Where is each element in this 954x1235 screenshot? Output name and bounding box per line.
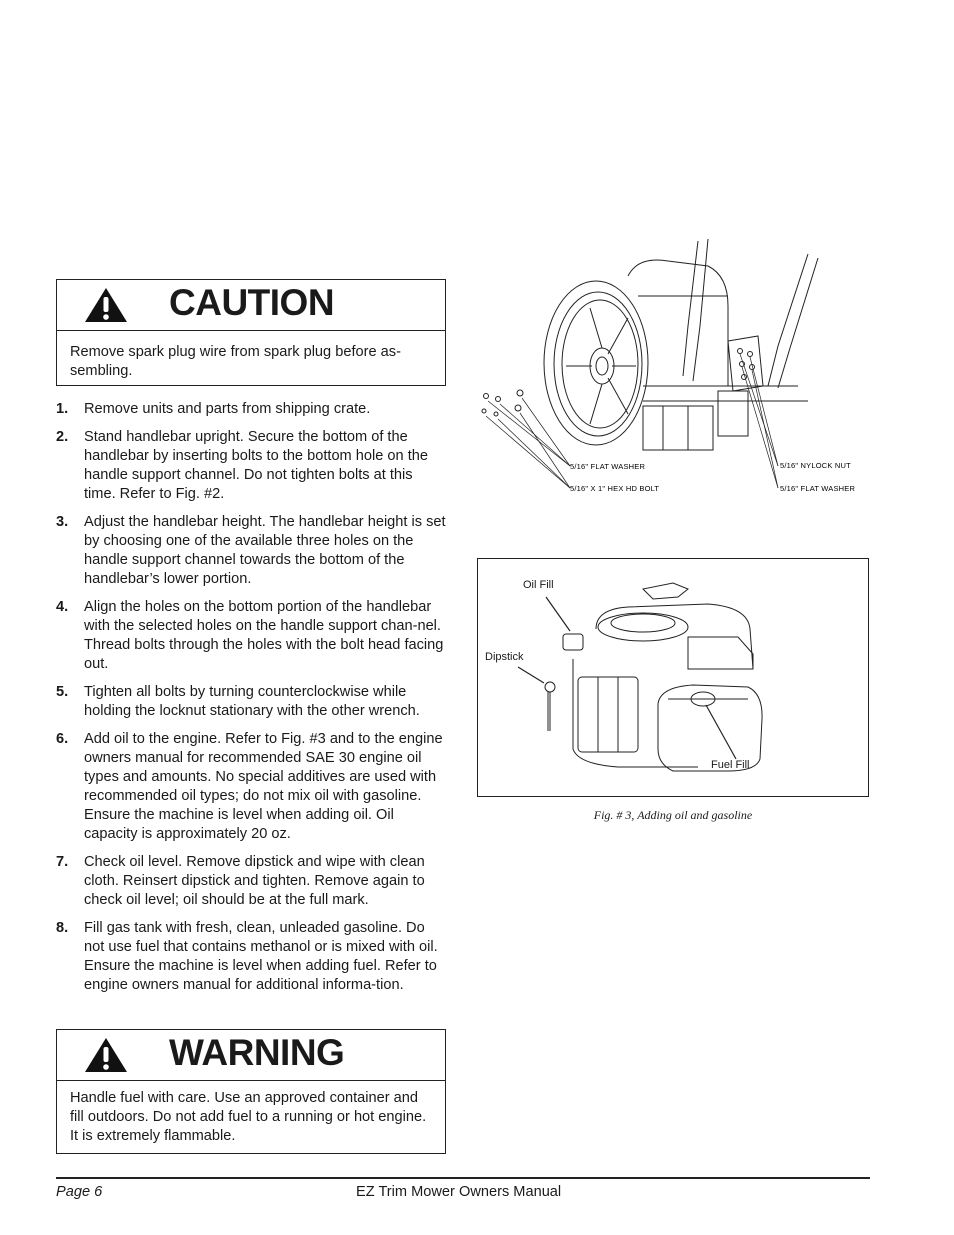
list-item: 1. Remove units and parts from shipping crate. bbox=[56, 401, 371, 417]
list-item: 2. Stand handlebar upright. Secure the bottom of the handlebar by inserting bolts to the bottom hole on the handle support channel. Do not tighten bolts at this time. Refer to Fig. #2. bbox=[56, 429, 428, 502]
list-item: 6. Add oil to the engine. Refer to Fig. #3 and to the engine owners manual for recommended SAE 30 engine oil types and amounts. No special additives are used with recommended oil types; do not mix oil with gasoline. Ensure the machine is level when adding oil. Oil capacity is approximately 20 oz. bbox=[56, 731, 443, 842]
page-number: Page 6 bbox=[56, 1184, 103, 1200]
hex-bolt-label: 5/16" X 1" HEX HD BOLT bbox=[570, 484, 660, 493]
list-item: 5. Tighten all bolts by turning counterclockwise while holding the locknut stationary with the other wrench. bbox=[56, 684, 420, 719]
manual-title: EZ Trim Mower Owners Manual bbox=[356, 1184, 562, 1200]
engine-drawing bbox=[478, 559, 868, 796]
nylock-nut-label: 5/16" NYLOCK NUT bbox=[780, 461, 851, 470]
assembly-steps bbox=[56, 400, 448, 1004]
warning-triangle-icon bbox=[83, 286, 129, 324]
figure-caption: Fig. # 3, Adding oil and gasoline bbox=[593, 808, 753, 822]
flat-washer-left-label: 5/16" FLAT WASHER bbox=[570, 462, 646, 471]
handlebar-assembly-figure bbox=[478, 236, 870, 498]
engine-figure bbox=[477, 558, 869, 797]
footer-divider bbox=[56, 1177, 870, 1179]
fuel-fill-label: Fuel Fill bbox=[711, 759, 750, 771]
caution-box bbox=[56, 279, 446, 386]
warning-title: WARNING bbox=[169, 1032, 345, 1073]
list-item: 3. Adjust the handlebar height. The handlebar height is set by choosing one of the available three holes on the handle support channel towards the bottom of the handlebar’s lower portion. bbox=[56, 514, 446, 587]
caution-text: Remove spark plug wire from spark plug before as-sembling. bbox=[70, 344, 401, 379]
warning-box bbox=[56, 1029, 446, 1154]
list-item: 7. Check oil level. Remove dipstick and wipe with clean cloth. Reinsert dipstick and tighten. Remove again to check oil level; oil should be at the full mark. bbox=[56, 854, 425, 908]
caution-title: CAUTION bbox=[169, 282, 335, 323]
warning-text: Handle fuel with care. Use an approved container and fill outdoors. Do not add fuel to a running or hot engine. It is extremely flammable. bbox=[70, 1090, 427, 1144]
caution-header bbox=[57, 280, 445, 331]
oil-fill-label: Oil Fill bbox=[523, 579, 554, 591]
list-item: 8. Fill gas tank with fresh, clean, unleaded gasoline. Do not use fuel that contains methanol or is mixed with oil. Ensure the machine is level when adding fuel. Refer to engine owners manual for additional informa-tion. bbox=[56, 920, 438, 993]
flat-washer-right-label: 5/16" FLAT WASHER bbox=[780, 484, 856, 493]
warning-triangle-icon bbox=[83, 1036, 129, 1074]
warning-header bbox=[57, 1030, 445, 1081]
list-item: 4. Align the holes on the bottom portion of the handlebar with the selected holes on the handle support chan-nel. Thread bolts through the holes with the bolt head facing out. bbox=[56, 599, 444, 672]
dipstick-label: Dipstick bbox=[485, 651, 524, 663]
